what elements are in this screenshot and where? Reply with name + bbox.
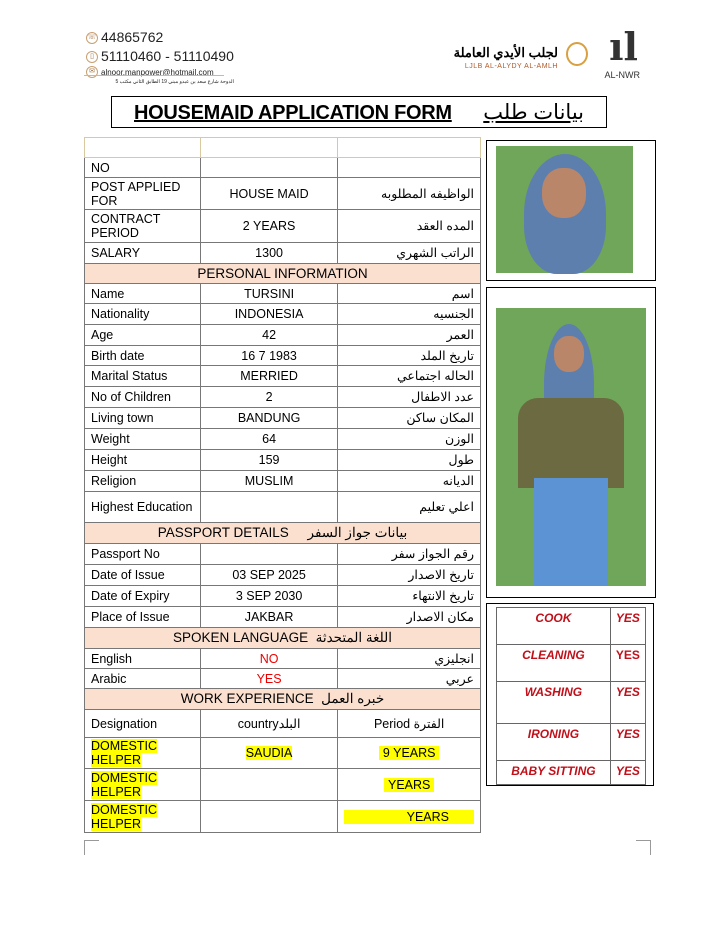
skill-value: YES (610, 724, 645, 761)
country-cell: SAUDIA (200, 738, 338, 769)
section-header: SPOKEN LANGUAGE اللغة المتحدثة (85, 628, 481, 649)
table-row (85, 565, 481, 586)
table-row (85, 304, 481, 325)
cell-value: JAKBAR (200, 607, 338, 628)
skill-row (497, 608, 646, 645)
table-row (85, 492, 481, 523)
period-cell: 9 YEARS (338, 738, 481, 769)
cell-label: Place of Issue (85, 607, 201, 628)
cell-ar: اسم (338, 284, 481, 304)
cell-value: 16 7 1983 (200, 346, 338, 366)
mobile-numbers: 51110460 - 51110490 (101, 48, 234, 64)
cell-ar: مكان الاصدار (338, 607, 481, 628)
phone-number: 44865762 (101, 29, 164, 45)
cell-value: TURSINI (200, 284, 338, 304)
cell-ar: الديانه (338, 471, 481, 492)
cell-ar: تاريخ الملد (338, 346, 481, 366)
skill-name: WASHING (497, 682, 611, 724)
table-row: NO (85, 158, 481, 178)
skills-table (496, 607, 646, 785)
cell-label: Height (85, 450, 201, 471)
address: الدوحة شارع سعد بن عبدو مبني 19 الطابق الثاني مكتب 5 (115, 79, 234, 85)
skills-box (486, 603, 654, 786)
cell-value: 2 (200, 387, 338, 408)
cell-label: Religion (85, 471, 201, 492)
cell-ar: تاريخ الاصدار (338, 565, 481, 586)
page-corner-mark (84, 840, 99, 855)
page-corner-mark (636, 840, 651, 855)
skill-name: CLEANING (497, 645, 611, 682)
designation-cell: DOMESTIC HELPER (85, 801, 201, 833)
table-row (85, 346, 481, 366)
lightbulb-icon (566, 42, 588, 66)
table-row: SALARY 1300 الراتب الشهري (85, 243, 481, 264)
cell-value (200, 544, 338, 565)
skill-name: COOK (497, 608, 611, 645)
email-icon: ✉ (86, 66, 98, 78)
full-body-photo (496, 308, 646, 586)
cell-value: 3 SEP 2030 (200, 586, 338, 607)
cell-value: YES (200, 669, 338, 689)
cell-label: Date of Issue (85, 565, 201, 586)
period-cell: YEARS (338, 801, 481, 833)
cell-value: BANDUNG (200, 408, 338, 429)
full-body-photo-frame (486, 287, 656, 598)
cell-ar: العمر (338, 325, 481, 346)
work-row (85, 738, 481, 769)
country-cell (200, 801, 338, 833)
table-row (85, 284, 481, 304)
skill-name: IRONING (497, 724, 611, 761)
table-row (85, 607, 481, 628)
designation-cell: DOMESTIC HELPER (85, 738, 201, 769)
cell-label: Age (85, 325, 201, 346)
work-row (85, 801, 481, 833)
table-row (85, 450, 481, 471)
table-row: CONTRACT PERIOD 2 YEARS المده العقد (85, 210, 481, 243)
table-row (85, 669, 481, 689)
table-row (85, 586, 481, 607)
table-row (85, 649, 481, 669)
application-table (84, 137, 481, 833)
cell-label: Living town (85, 408, 201, 429)
skill-name: BABY SITTING (497, 761, 611, 785)
cell-value: 42 (200, 325, 338, 346)
skill-row (497, 724, 646, 761)
form-title-arabic: بيانات طلب (483, 101, 584, 124)
cell-ar: عربي (338, 669, 481, 689)
cell-value: MERRIED (200, 366, 338, 387)
skill-row (497, 761, 646, 785)
cell-label: Passport No (85, 544, 201, 565)
cell-ar: الوزن (338, 429, 481, 450)
contact-info (86, 28, 234, 86)
logo-english: LJLB AL-ALYDY AL-AMLH (464, 63, 558, 70)
form-title: HOUSEMAID APPLICATION FORM (134, 102, 452, 124)
section-header: PASSPORT DETAILS بيانات جواز السفر (85, 523, 481, 544)
cell-ar: تاريخ الانتهاء (338, 586, 481, 607)
table-row (85, 408, 481, 429)
cell-ar: الحاله اجتماعي (338, 366, 481, 387)
skill-value: YES (610, 608, 645, 645)
cell-label: Marital Status (85, 366, 201, 387)
cell-label: Weight (85, 429, 201, 450)
table-row (85, 366, 481, 387)
work-row (85, 769, 481, 801)
email: alnoor.manpower@hotmail.com (101, 67, 214, 77)
portrait-photo (496, 146, 633, 273)
cell-ar: انجليزي (338, 649, 481, 669)
cell-label: Nationality (85, 304, 201, 325)
table-row: POST APPLIED FOR HOUSE MAID الواظيفه المطلوبه (85, 178, 481, 210)
skill-row (497, 645, 646, 682)
work-header-row: Designation countryالبلد Period الفترة (85, 710, 481, 738)
cell-label: Date of Expiry (85, 586, 201, 607)
table-row (85, 471, 481, 492)
cell-value (200, 492, 338, 523)
company-logo (430, 30, 640, 82)
cell-ar: رقم الجواز سفر (338, 544, 481, 565)
cell-label: Arabic (85, 669, 201, 689)
cell-ar: الجنسيه (338, 304, 481, 325)
form-title-box (111, 96, 607, 128)
cell-value: 64 (200, 429, 338, 450)
designation-cell: DOMESTIC HELPER (85, 769, 201, 801)
portrait-photo-frame (486, 140, 656, 281)
logo-name: AL-NWR (604, 70, 640, 80)
cell-label: Highest Education (85, 492, 201, 523)
cell-value: INDONESIA (200, 304, 338, 325)
section-header: PERSONAL INFORMATION (85, 264, 481, 284)
logo-arabic: لجلب الأيدي العاملة (453, 45, 558, 60)
cell-value: 159 (200, 450, 338, 471)
cell-ar: عدد الاطفال (338, 387, 481, 408)
table-row (85, 325, 481, 346)
period-cell: YEARS (338, 769, 481, 801)
mobile-icon: ▯ (86, 51, 98, 63)
cell-ar: المكان ساكن (338, 408, 481, 429)
cell-label: Birth date (85, 346, 201, 366)
cell-value: NO (200, 649, 338, 669)
cell-ar: طول (338, 450, 481, 471)
cell-value: 03 SEP 2025 (200, 565, 338, 586)
skill-value: YES (610, 682, 645, 724)
cell-ar: اعلي تعليم (338, 492, 481, 523)
divider (84, 75, 224, 76)
skill-row (497, 682, 646, 724)
country-cell (200, 769, 338, 801)
table-row (85, 429, 481, 450)
cell-label: English (85, 649, 201, 669)
cell-value: MUSLIM (200, 471, 338, 492)
phone-icon: ☏ (86, 32, 98, 44)
skill-value: YES (610, 645, 645, 682)
table-row (85, 544, 481, 565)
cell-label: No of Children (85, 387, 201, 408)
logo-mark: ıl (609, 30, 638, 64)
cell-label: Name (85, 284, 201, 304)
table-row (85, 387, 481, 408)
section-header: WORK EXPERIENCE خبره العمل (85, 689, 481, 710)
skill-value: YES (610, 761, 645, 785)
